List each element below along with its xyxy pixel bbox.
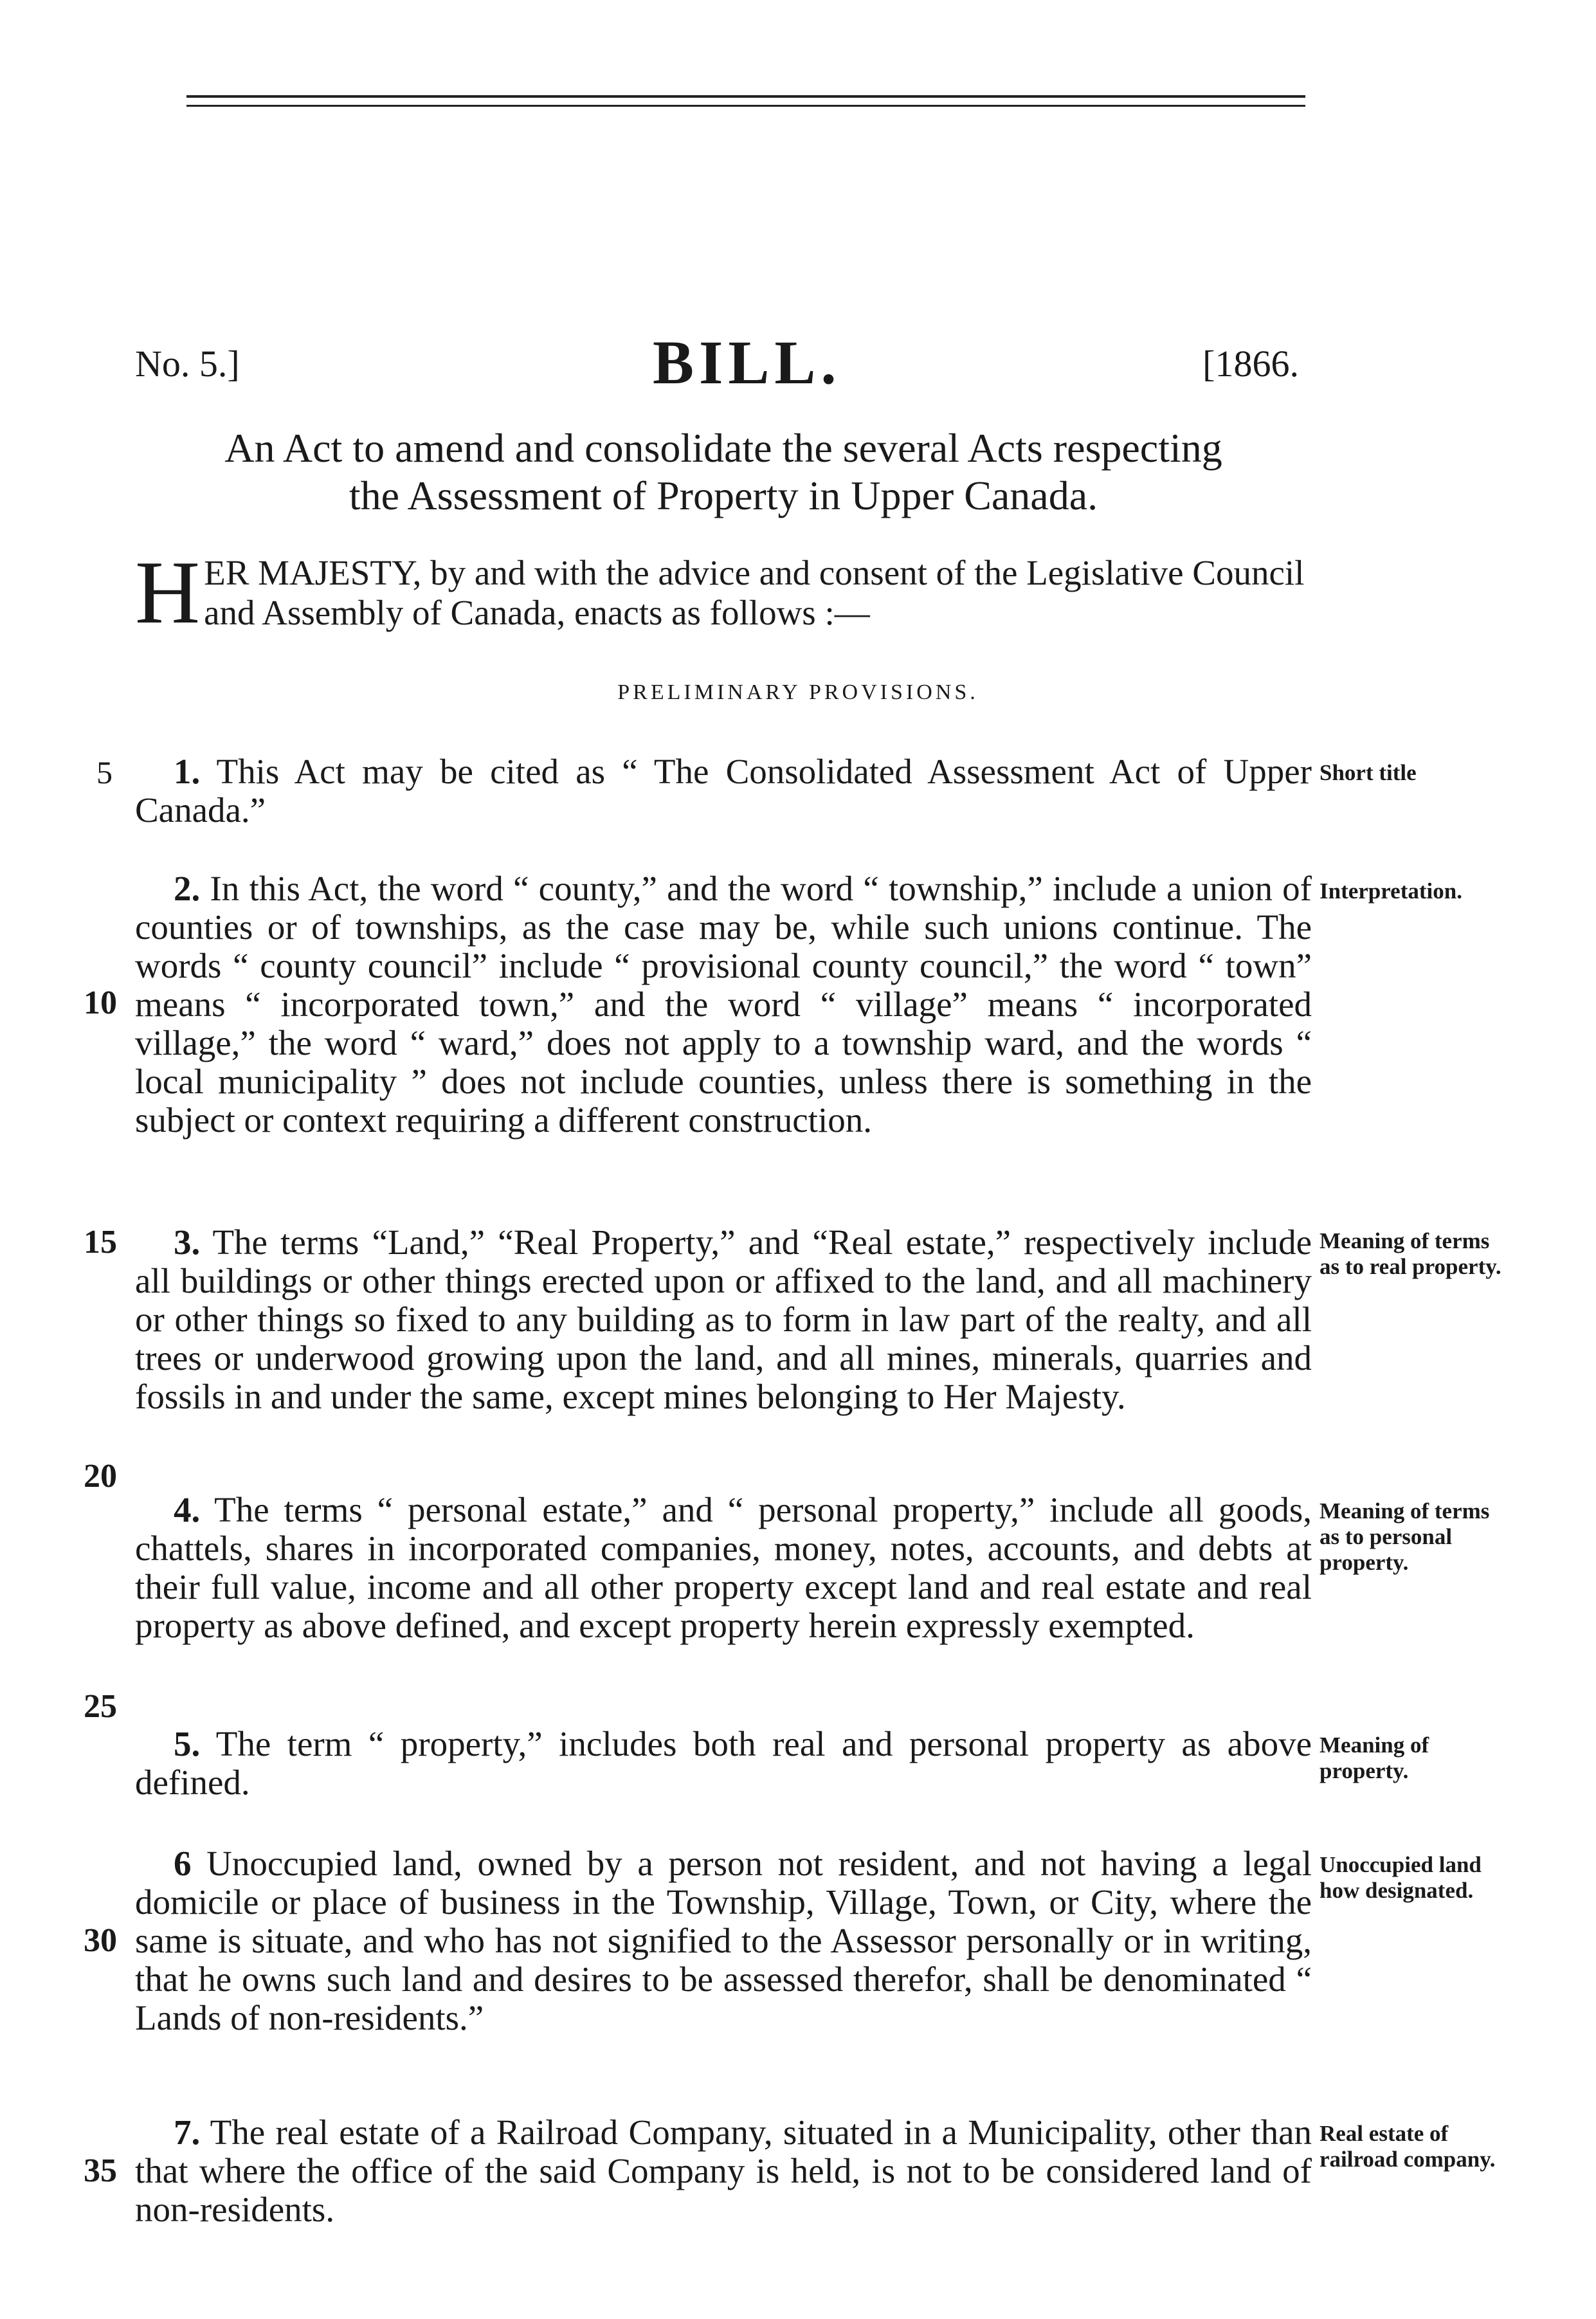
marginal-note-5: Meaning of property. [1319,1732,1429,1783]
act-title [135,424,1312,520]
section-number: 6 [174,1844,192,1883]
bill-year: [1866. [1202,343,1299,385]
top-rule-thin [186,105,1305,107]
act-title-line2: the Assessment of Property in Upper Canada. [349,473,1098,518]
section-5 [135,1725,1312,1802]
line-number: 15 [84,1224,117,1260]
section-text: The real estate of a Railroad Company, situated in a Municipality, other than that where the office of the said Company is held, is not to be considered land of non-residents. [135,2113,1312,2229]
section-2 [135,869,1312,1140]
section-number: 7. [174,2113,201,2152]
section-7 [135,2113,1312,2229]
drop-cap: H [135,543,201,642]
marginal-note-1: Short title [1319,760,1417,785]
section-text: Unoccupied land, owned by a person not resident, and not having a legal domicile or place of business in the Township, Village, Town, or City, where the same is situate, and who has not signified to the Assessor personally or in writing, that he owns such land and desires to be assessed therefor, shall be denominated “ Lands of non-residents.” [135,1844,1312,2037]
section-text: The terms “Land,” “Real Property,” and “Real estate,” respectively include all buildings or other things erected upon or affixed to the land, and all machinery or other things so fixed to any building as to form in law part of the realty, and all trees or underwood growing upon the land, and all mines, minerals, quarries and fossils in and under the same, except mines belonging to Her Majesty. [135,1223,1312,1416]
top-rule [186,95,1305,98]
bill-number: No. 5.] [135,343,240,385]
section-1 [135,752,1312,830]
line-number: 25 [84,1688,117,1725]
section-number: 1. [174,752,201,791]
line-number: 35 [84,2152,117,2189]
section-heading: PRELIMINARY PROVISIONS. [617,680,979,704]
bill-header [135,328,1312,397]
marginal-note-7: Real estate of railroad company. [1319,2121,1496,2172]
section-6 [135,1844,1312,2037]
section-number: 4. [174,1490,201,1529]
marginal-note-3: Meaning of terms as to real property. [1319,1228,1501,1279]
section-text: The terms “ personal estate,” and “ personal property,” include all goods, chattels, shares in incorporated companies, money, notes, accounts, and debts at their full value, income and all other property except land and real estate and real property as above defined, and except property herein expressly exempted. [135,1490,1312,1645]
section-4 [135,1491,1312,1645]
line-number: 5 [96,754,113,790]
enacting-clause [135,543,1312,642]
line-number: 10 [84,985,117,1021]
marginal-note-2: Interpretation. [1319,878,1462,904]
section-text: In this Act, the word “ county,” and the word “ township,” include a union of counties or of townships, as the case may be, while such unions continue. The words “ county council” include “ provisional county council,” the word “ town” means “ incorporated town,” and the word “ village” means “ incorporated village,” the word “ ward,” does not apply to a township ward, and the words “ local municipality ” does not include counties, unless there is something in the subject or context requiring a different construction. [135,869,1312,1140]
line-number: 30 [84,1922,117,1959]
act-title-line1: An Act to amend and consolidate the several Acts respecting [224,425,1222,471]
section-text: This Act may be cited as “ The Consolidated Assessment Act of Upper Canada.” [135,752,1312,830]
line-number: 20 [84,1458,117,1495]
section-text: The term “ property,” includes both real and personal property as above defined. [135,1724,1312,1802]
section-number: 2. [174,869,201,908]
marginal-note-4: Meaning of terms as to personal property. [1319,1498,1490,1575]
section-number: 3. [174,1223,201,1262]
marginal-note-6: Unoccupied land how designated. [1319,1852,1482,1903]
bill-title: BILL. [653,328,842,397]
enacting-text: ER MAJESTY, by and with the advice and consent of the Legislative Council and Assembly of Canada, enacts as follows :— [204,553,1305,632]
section-3 [135,1223,1312,1416]
section-number: 5. [174,1724,201,1763]
